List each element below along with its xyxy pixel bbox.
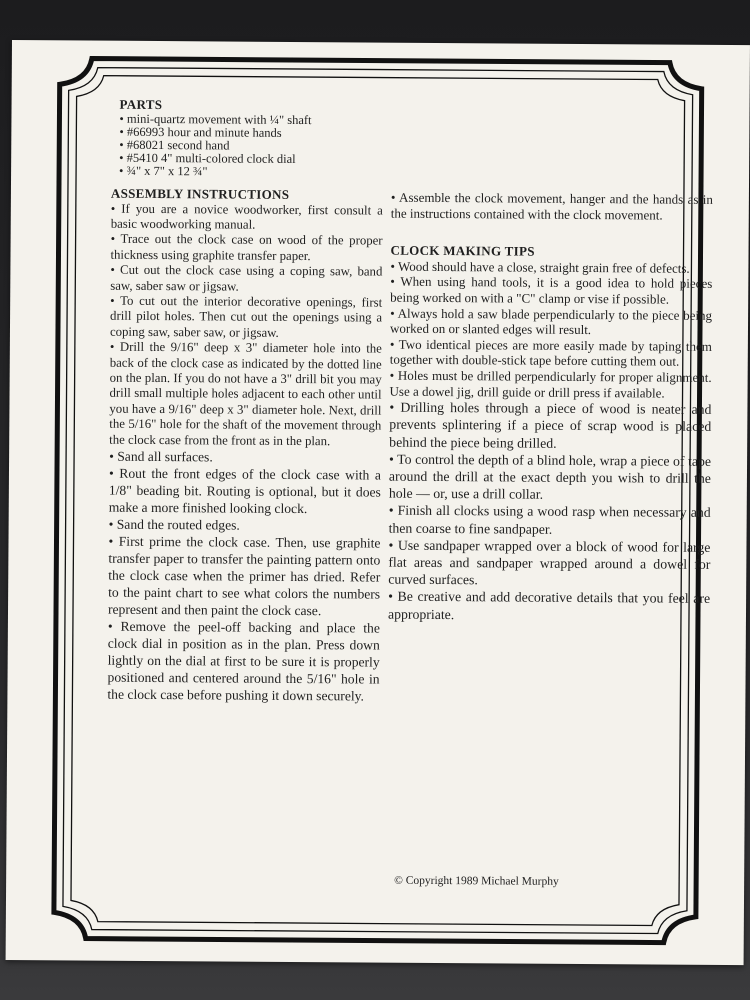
- assembly-instructions: [107, 186, 383, 705]
- tip-item: • Be creative and add decorative details that you feel are appropriate.: [387, 588, 711, 622]
- tip-item: • Finish all clocks using a wood rasp when necessary and then coarse to fine sandpaper.: [388, 502, 711, 537]
- right-column: [388, 190, 713, 625]
- parts-list: [119, 112, 419, 179]
- assembly-step: • First prime the clock case. Then, use graphite transfer paper to transfer the painting pattern onto the clock case when the primer has dried. Refer to the paint chart to see what colors the numbers represent and then paint the clock case.: [107, 533, 381, 619]
- parts-item: • mini-quartz movement with ¼" shaft: [119, 111, 312, 127]
- tip-item: • When using hand tools, it is a good idea to hold pieces being worked on with a "C" clamp or vise if possible.: [390, 274, 713, 307]
- tip-item: • To control the depth of a blind hole, wrap a piece of tape around the drill at the exact depth you wish to drill the hole — or, use a drill collar.: [388, 451, 712, 502]
- tip-item: • Two identical pieces are more easily made by taping them together with double-stick tape before cutting them out.: [389, 336, 712, 370]
- parts-item: • #68021 second hand: [119, 137, 230, 153]
- tip-item: • Wood should have a close, straight grain free of defects.: [390, 258, 690, 276]
- tip-item: • Always hold a saw blade perpendicularly to the piece being worked on or slanted edges will result.: [389, 305, 713, 338]
- copyright-notice: © Copyright 1989 Michael Murphy: [394, 874, 559, 888]
- assembly-step: • Cut out the clock case using a coping saw, band saw, saber saw or jigsaw.: [110, 262, 383, 294]
- assembly-step: • To cut out the interior decorative openings, first drill pilot holes. Then cut out the openings using a coping saw, saber saw, or jigsaw.: [109, 293, 383, 340]
- parts-item: • #66993 hour and minute hands: [119, 124, 282, 140]
- assembly-step: • If you are a novice woodworker, first consult a basic woodworking manual.: [110, 201, 383, 232]
- assembly-step: • Trace out the clock case on wood of the proper thickness using graphite transfer paper.: [110, 232, 383, 263]
- assembly-step: • Rout the front edges of the clock case with a 1/8" beading bit. Routing is optional, but it does make a more finished looking clock.: [108, 465, 382, 517]
- assembly-step-continued: • Assemble the clock movement, hanger and the hands as in the instructions contained with the clock movement.: [390, 189, 713, 223]
- assembly-step: • Sand the routed edges.: [108, 516, 240, 533]
- assembly-step: • Remove the peel-off backing and place the clock dial in position as in the plan. Press down lightly on the dial at first to be sure it is properly positioned and centered around the 5/16" hole in the clock case before pushing it down securely.: [107, 618, 380, 704]
- instruction-sheet: [6, 40, 750, 965]
- tip-item: • Drilling holes through a piece of wood is neater and prevents splintering if a piece of scrap wood is placed behind the piece being drilled.: [389, 399, 712, 451]
- parts-item: • #5410 4" multi-colored clock dial: [119, 150, 296, 166]
- tips-heading: CLOCK MAKING TIPS: [390, 242, 535, 259]
- tip-item: • Use sandpaper wrapped over a block of wood for large flat areas and sandpaper wrapped around a dowel for curved surfaces.: [388, 537, 711, 588]
- assembly-step: • Sand all surfaces.: [109, 448, 213, 465]
- parts-heading: PARTS: [119, 96, 163, 113]
- assembly-heading: ASSEMBLY INSTRUCTIONS: [110, 185, 290, 202]
- tip-item: • Holes must be drilled perpendicularly for proper alignment. Use a dowel jig, drill guide or drill press if available.: [389, 367, 712, 401]
- assembly-step: • Drill the 9/16" deep x 3" diameter hole into the back of the clock case as indicated by the dotted line on the plan. If you do not have a 3" drill bit you may drill small multiple holes adjacent to each other until you have a 9/16" deep x 3" diameter hole. Next, drill the 5/16" hole for the shaft of the movement through the clock case from the front as in the plan.: [109, 339, 382, 448]
- parts-section: [119, 97, 420, 180]
- parts-item: • ¾" x 7" x 12 ¾": [119, 163, 208, 178]
